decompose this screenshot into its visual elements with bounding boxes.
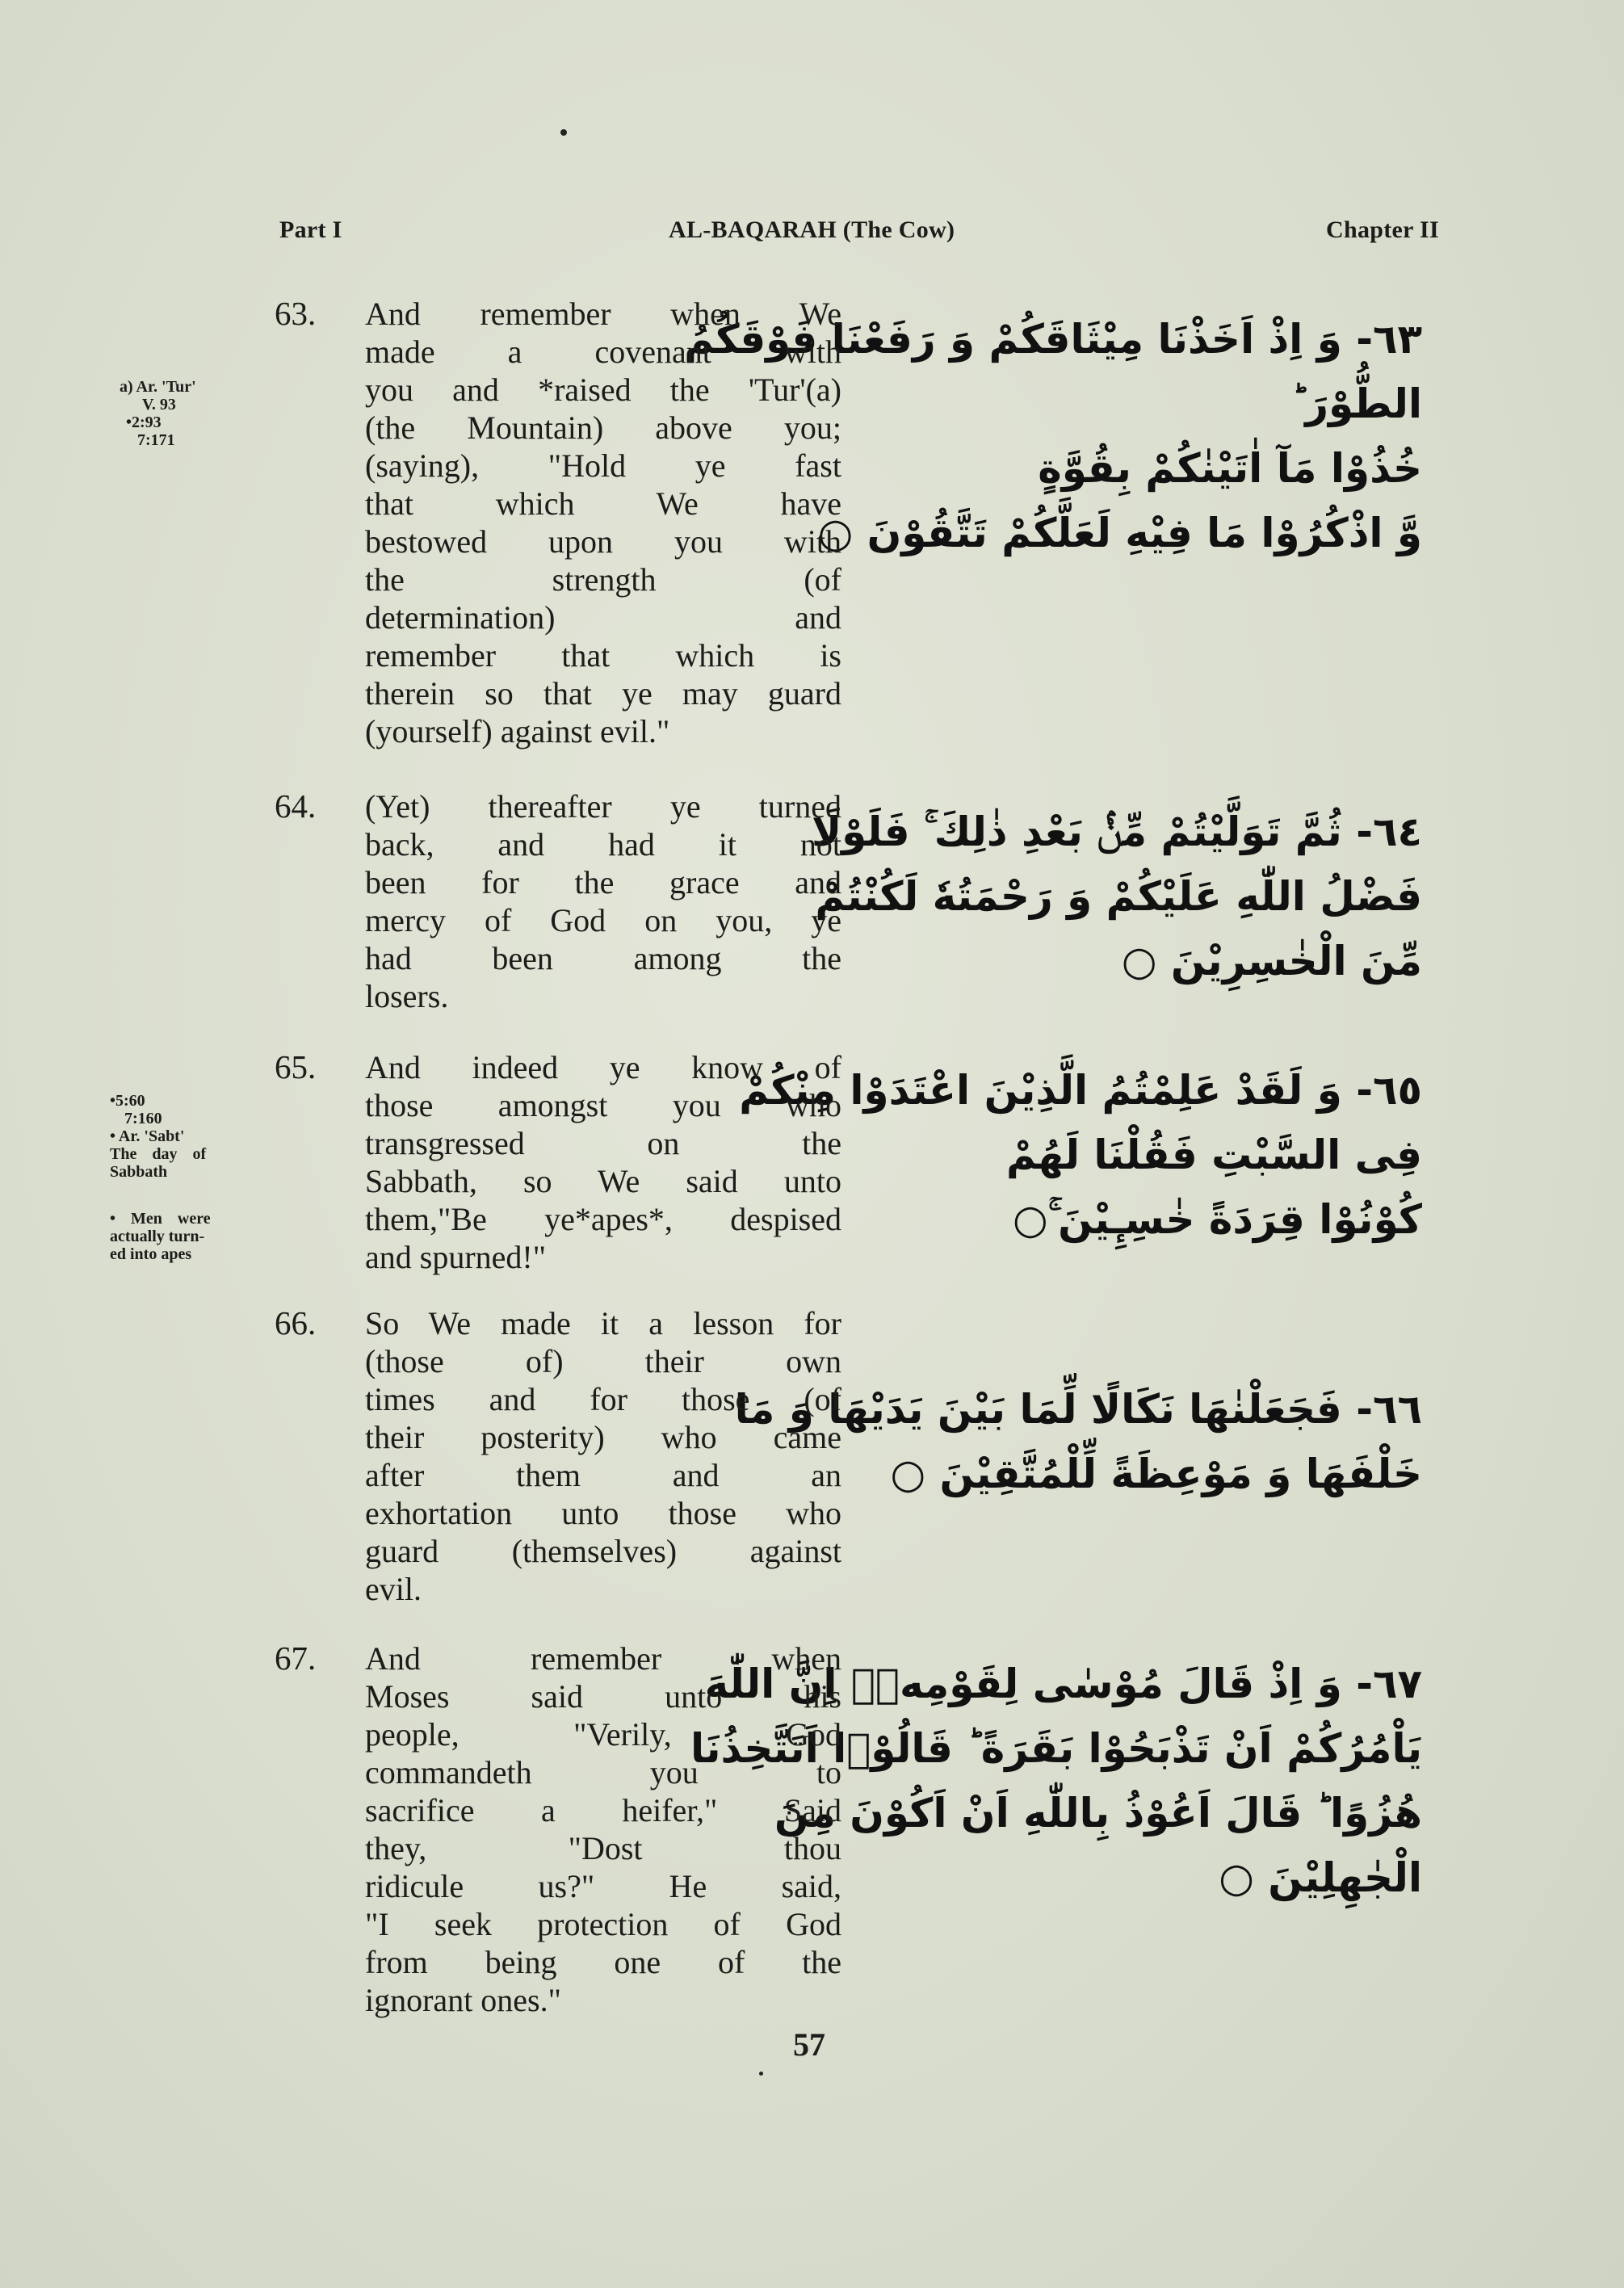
arabic-verse-66: ٦٦- فَجَعَلْنٰهَا نَكَالًا لِّمَا بَيْنَ يَدَيْهَا وَ مَا خَلْفَهَا وَ مَوْعِظَةً لِّلْمُتَّقِيْنَ ○ xyxy=(734,1386,1422,1497)
margin-note-apes: • Men were actually turn- ed into apes xyxy=(110,1210,211,1263)
text-line: made a covenant with xyxy=(365,334,841,370)
text-line: mercy of God on you, ye xyxy=(365,902,841,938)
text-line: transgressed on the xyxy=(365,1125,841,1161)
verse-63-text xyxy=(365,295,841,750)
text-line: times and for those (of xyxy=(365,1381,841,1417)
text-line: ridicule us?" He said, xyxy=(365,1868,841,1904)
page-title: AL-BAQARAH (The Cow) xyxy=(669,216,955,243)
text-line: therein so that ye may guard xyxy=(365,675,841,712)
text-line: And remember when xyxy=(365,1640,841,1677)
text-line: you and *raised the 'Tur'(a) xyxy=(365,372,841,408)
text-line: evil. xyxy=(365,1571,422,1607)
verse-number: 64. xyxy=(275,787,317,825)
text-line: determination) and xyxy=(365,599,841,636)
text-line: been for the grace and xyxy=(365,864,841,901)
text-line: people, "Verily, God xyxy=(365,1716,841,1753)
page-number: 57 xyxy=(793,2026,825,2063)
text-line: remember that which is xyxy=(365,637,841,674)
text-line: Moses said unto his xyxy=(365,1678,841,1715)
text-line: they, "Dost thou xyxy=(365,1830,841,1866)
text-line: losers. xyxy=(365,978,449,1014)
text-line: So We made it a lesson for xyxy=(365,1305,841,1341)
margin-note-sabt: •5:60 7:160 • Ar. 'Sabt' The day of Sabbath xyxy=(110,1092,207,1181)
text-line: And remember when We xyxy=(365,296,841,332)
verse-64-text xyxy=(365,787,841,1015)
text-line: had been among the xyxy=(365,940,841,976)
verse-67-text xyxy=(365,1639,841,2019)
text-line: those amongst you who xyxy=(365,1087,841,1123)
text-line: "I seek protection of God xyxy=(365,1906,841,1942)
text-line: (yourself) against evil." xyxy=(365,713,670,749)
print-dot xyxy=(560,129,567,136)
text-line: the strength (of xyxy=(365,561,841,598)
text-line: after them and an xyxy=(365,1457,841,1493)
text-line: (saying), "Hold ye fast xyxy=(365,447,841,484)
text-line: exhortation unto those who xyxy=(365,1495,841,1531)
part-label: Part I xyxy=(279,216,342,243)
text-line: commandeth you to xyxy=(365,1754,841,1791)
arabic-verse-63: ٦٣- وَ اِذْ اَخَذْنَا مِيْثَاقَكُمْ وَ رَفَعْنَا فَوْقَكُمُ الطُّوْرَ ؕ خُذُوْا مَآ اٰتَيْنٰكُمْ بِقُوَّةٍ وَّ اذْكُرُوْا مَا فِيْهِ لَعَلَّكُمْ تَتَّقُوْنَ ○ xyxy=(684,316,1422,556)
verse-66-text xyxy=(365,1304,841,1608)
verse-number: 66. xyxy=(275,1304,317,1341)
arabic-verse-65: ٦٥- وَ لَقَدْ عَلِمْتُمُ الَّذِيْنَ اعْتَدَوْا مِنْكُمْ فِى السَّبْتِ فَقُلْنَا لَهُمْ كُوْنُوْا قِرَدَةً خٰسِـِٕيْنَ ۚ○ xyxy=(739,1067,1422,1243)
text-line: (Yet) thereafter ye turned xyxy=(365,788,841,825)
arabic-verse-67: ٦٧- وَ اِذْ قَالَ مُوْسٰى لِقَوْمِهٖۤ اِنَّ اللّٰهَ يَاْمُرُكُمْ اَنْ تَذْبَحُوْا بَقَرَةً ؕ قَالُوْۤا اَتَتَّخِذُنَا هُزُوًا ؕ قَالَ اَعُوْذُ بِاللّٰهِ اَنْ اَكُوْنَ مِنَ الْجٰهِلِيْنَ ○ xyxy=(690,1660,1422,1901)
text-line: bestowed upon you with xyxy=(365,523,841,560)
text-line: their posterity) who came xyxy=(365,1419,841,1455)
verse-number: 63. xyxy=(275,295,317,332)
verse-number: 65. xyxy=(275,1048,317,1085)
verse-number: 67. xyxy=(275,1639,317,1677)
arabic-verse-64: ٦٤- ثُمَّ تَوَلَّيْتُمْ مِّنْۢ بَعْدِ ذٰلِكَ ۚ فَلَوْلَا فَضْلُ اللّٰهِ عَلَيْكُمْ وَ رَحْمَتُهٗ لَكُنْتُمْ مِّنَ الْخٰسِرِيْنَ ○ xyxy=(811,808,1422,984)
chapter-label: Chapter II xyxy=(1326,216,1439,243)
text-line: that which We have xyxy=(365,485,841,522)
text-line: sacrifice a heifer," Said xyxy=(365,1792,841,1828)
text-line: and spurned!" xyxy=(365,1239,547,1275)
text-line: And indeed ye know of xyxy=(365,1049,841,1085)
text-line: Sabbath, so We said unto xyxy=(365,1163,841,1199)
text-line: (those of) their own xyxy=(365,1343,841,1379)
verse-65-text xyxy=(365,1048,841,1276)
text-line: back, and had it not xyxy=(365,826,841,863)
margin-note-tur: a) Ar. 'Tur' V. 93 •2:93 7:171 xyxy=(120,378,196,449)
text-line: them,"Be ye*apes*, despised xyxy=(365,1201,841,1237)
text-line: ignorant ones." xyxy=(365,1982,561,2018)
text-line: (the Mountain) above you; xyxy=(365,409,841,446)
text-line: guard (themselves) against xyxy=(365,1533,841,1569)
print-dot xyxy=(759,2072,763,2076)
text-line: from being one of the xyxy=(365,1944,841,1980)
